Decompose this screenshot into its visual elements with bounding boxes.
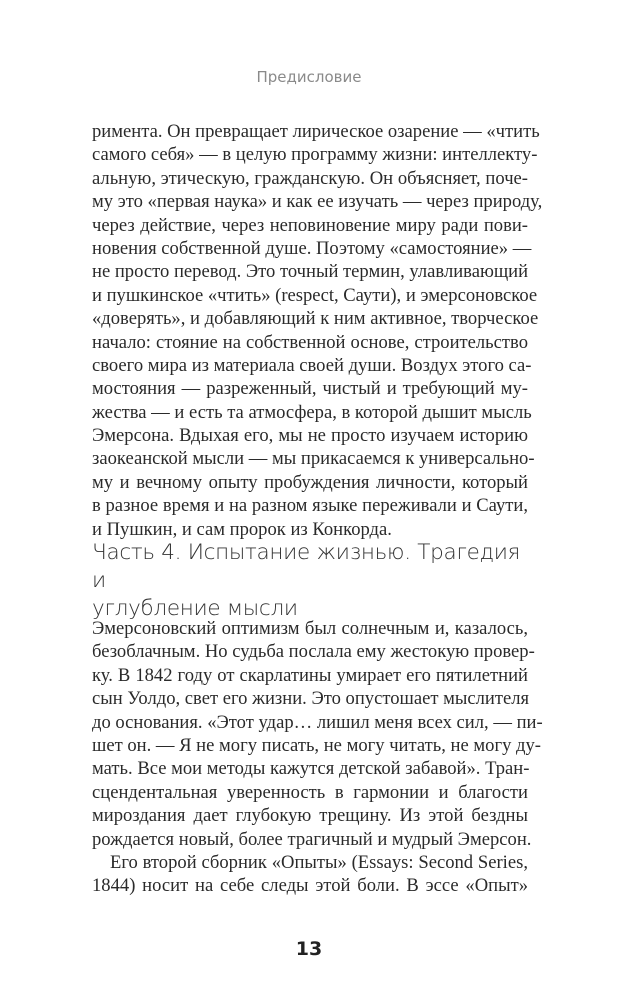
heading-line: углубление мысли — [92, 596, 298, 621]
paragraph-1 — [92, 120, 543, 541]
text-line: му и вечному опыту пробуждения личности, который — [92, 471, 528, 493]
text-line: «доверять», и добавляющий к ним активное, творческое — [92, 308, 539, 330]
paragraph-3 — [92, 851, 528, 898]
text-line: сын Уолдо, свет его жизни. Это опустошает мыслителя — [92, 688, 530, 710]
text-line: шет он. — Я не могу писать, не могу читать, не могу ду- — [92, 734, 541, 756]
text-line: заокеанской мысли — мы прикасаемся к универсально- — [92, 448, 535, 470]
heading-line: Часть 4. Испытание жизнью. Трагедия и — [92, 540, 521, 593]
text-line: через действие, через неповиновение миру ради пови- — [92, 214, 528, 236]
text-line: мать. Все мои методы кажутся детской забавой». Тран- — [92, 758, 530, 780]
text-line: Эмерсоновский оптимизм был солнечным и, казалось, — [92, 618, 528, 639]
text-line: не просто перевод. Это точный термин, улавливающий — [92, 261, 529, 283]
page-number: 13 — [295, 938, 323, 960]
text-line: мостояния — разреженный, чистый и требующий му- — [92, 378, 528, 400]
text-line: Эмерсона. Вдыхая его, мы не просто изучаем историю — [92, 425, 528, 447]
text-line: начало: стояние на собственной основе, строительство — [92, 331, 528, 353]
text-line: до основания. «Этот удар… лишил меня всех сил, — пи- — [92, 711, 543, 733]
text-line: самого себя» — в целую программу жизни: интеллекту- — [92, 144, 538, 166]
running-header: Предисловие — [256, 68, 362, 86]
text-line: и Пушкин, и сам пророк из Конкорда. — [92, 518, 392, 540]
text-line: своего мира из материала своей души. Воздух этого са- — [92, 354, 532, 376]
text-line: Его второй сборник «Опыты» (Essays: Second Series, — [110, 852, 528, 873]
text-line: новения собственной душе. Поэтому «самостояние» — — [92, 237, 532, 259]
text-line: безоблачным. Но судьба послала ему жестокую провер- — [92, 641, 535, 663]
text-line: жества — и есть та атмосфера, в которой дышит мысль — [92, 401, 532, 423]
text-line: ку. В 1842 году от скарлатины умирает его пятилетний — [92, 664, 528, 686]
text-line: сцендентальная уверенность в гармонии и благости — [92, 781, 528, 803]
text-line: римента. Он превращает лирическое озарение — «чтить — [92, 121, 540, 142]
paragraph-2 — [92, 617, 543, 851]
text-line: в разное время и на разном языке переживали и Саути, — [92, 495, 528, 517]
text-line: и пушкинское «чтить» (respect, Саути), и эмерсоновское — [92, 284, 538, 306]
text-line: мироздания дает глубокую трещину. Из этой бездны — [92, 805, 528, 827]
text-line: 1844) носит на себе следы этой боли. В эссе «Опыт» — [92, 875, 528, 897]
section-heading — [92, 539, 532, 623]
text-line: му это «первая наука» и как ее изучать — через природу, — [92, 191, 543, 213]
text-line: альную, этическую, гражданскую. Он объясняет, поче- — [92, 167, 528, 189]
text-line: рождается новый, более трагичный и мудрый Эмерсон. — [92, 828, 532, 850]
